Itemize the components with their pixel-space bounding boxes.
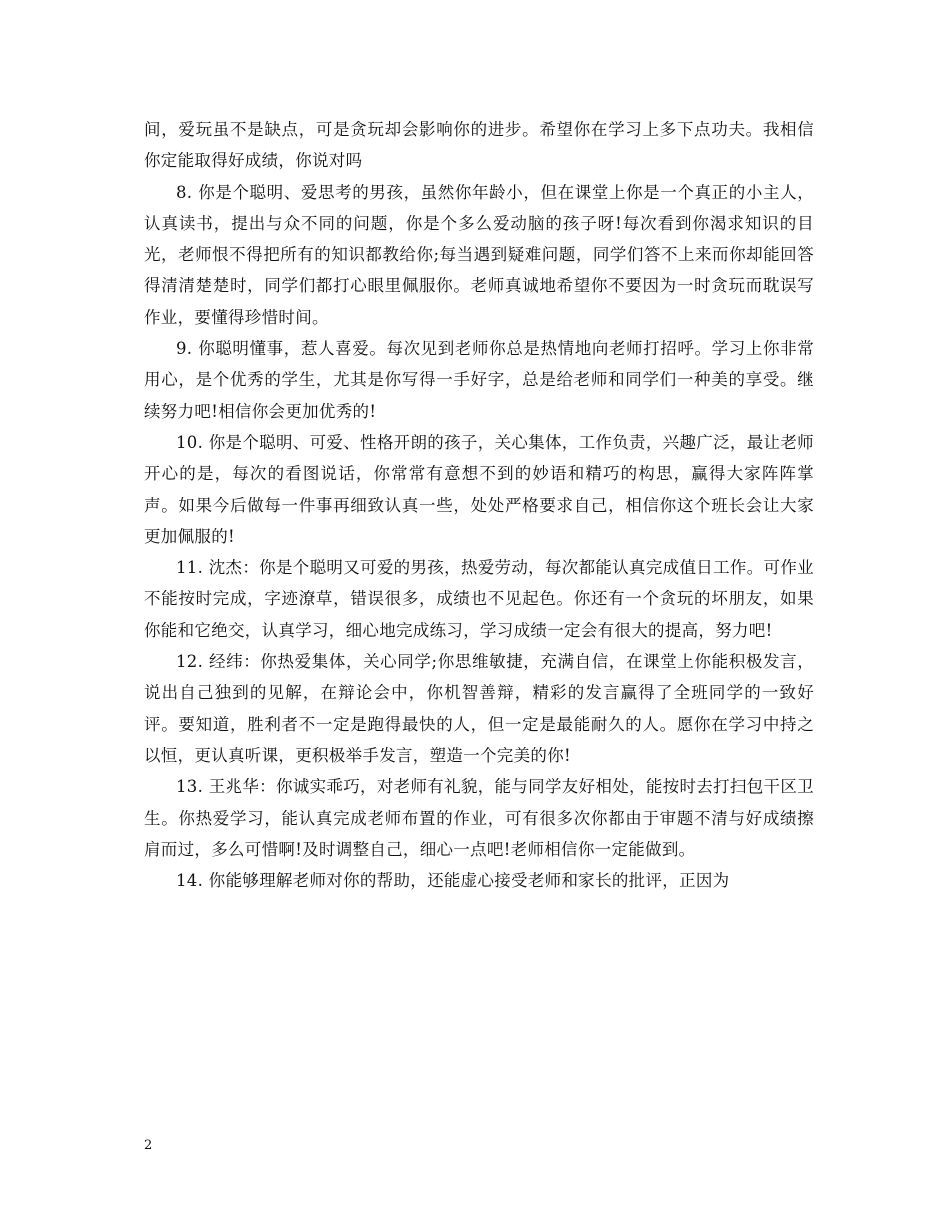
paragraph-comment-14: 14. 你能够理解老师对你的帮助，还能虚心接受老师和家长的批评，正因为 bbox=[176, 871, 730, 891]
paragraph-continuation: 间，爱玩虽不是缺点，可是贪玩却会影响你的进步。希望你在学习上多下点功夫。我相信你定能取得好成绩，你说对吗 bbox=[144, 120, 814, 171]
document-body bbox=[144, 114, 814, 896]
paragraph-comment-8: 8. 你是个聪明、爱思考的男孩，虽然你年龄小，但在课堂上你是一个真正的小主人，认真读书，提出与众不同的问题，你是个多么爱动脑的孩子呀!每次看到你渴求知识的目光，老师恨不得把所有的知识都教给你;每当遇到疑难问题，同学们答不上来而你却能回答得清清楚楚时，同学们都打心眼里佩服你。老师真诚地希望你不要因为一时贪玩而耽误写作业，要懂得珍惜时间。 bbox=[144, 182, 814, 327]
paragraph-comment-13: 13. 王兆华：你诚实乖巧，对老师有礼貌，能与同学友好相处，能按时去打扫包干区卫生。你热爱学习，能认真完成老师布置的作业，可有很多次你都由于审题不清与好成绩擦肩而过，多么可惜啊!及时调整自己，细心一点吧!老师相信你一定能做到。 bbox=[144, 777, 814, 859]
paragraph-comment-10: 10. 你是个聪明、可爱、性格开朗的孩子，关心集体，工作负责，兴趣广泛，最让老师开心的是，每次的看图说话，你常常有意想不到的妙语和精巧的构思，赢得大家阵阵掌声。如果今后做每一件事再细致认真一些，处处严格要求自己，相信你这个班长会让大家更加佩服的! bbox=[144, 432, 814, 546]
page-number: 2 bbox=[144, 1138, 153, 1153]
paragraph-comment-11: 11. 沈杰：你是个聪明又可爱的男孩，热爱劳动，每次都能认真完成值日工作。可作业不能按时完成，字迹潦草，错误很多，成绩也不见起色。你还有一个贪玩的坏朋友，如果你能和它绝交，认真学习，细心地完成练习，学习成绩一定会有很大的提高，努力吧! bbox=[144, 558, 814, 640]
paragraph-comment-9: 9. 你聪明懂事，惹人喜爱。每次见到老师你总是热情地向老师打招呼。学习上你非常用心，是个优秀的学生，尤其是你写得一手好字，总是给老师和同学们一种美的享受。继续努力吧!相信你会更加优秀的! bbox=[144, 339, 814, 421]
paragraph-comment-12: 12. 经纬：你热爱集体，关心同学;你思维敏捷，充满自信，在课堂上你能积极发言，说出自己独到的见解，在辩论会中，你机智善辩，精彩的发言赢得了全班同学的一致好评。要知道，胜利者不一定是跑得最快的人，但一定是最能耐久的人。愿你在学习中持之以恒，更认真听课，更积极举手发言，塑造一个完美的你! bbox=[144, 652, 814, 765]
